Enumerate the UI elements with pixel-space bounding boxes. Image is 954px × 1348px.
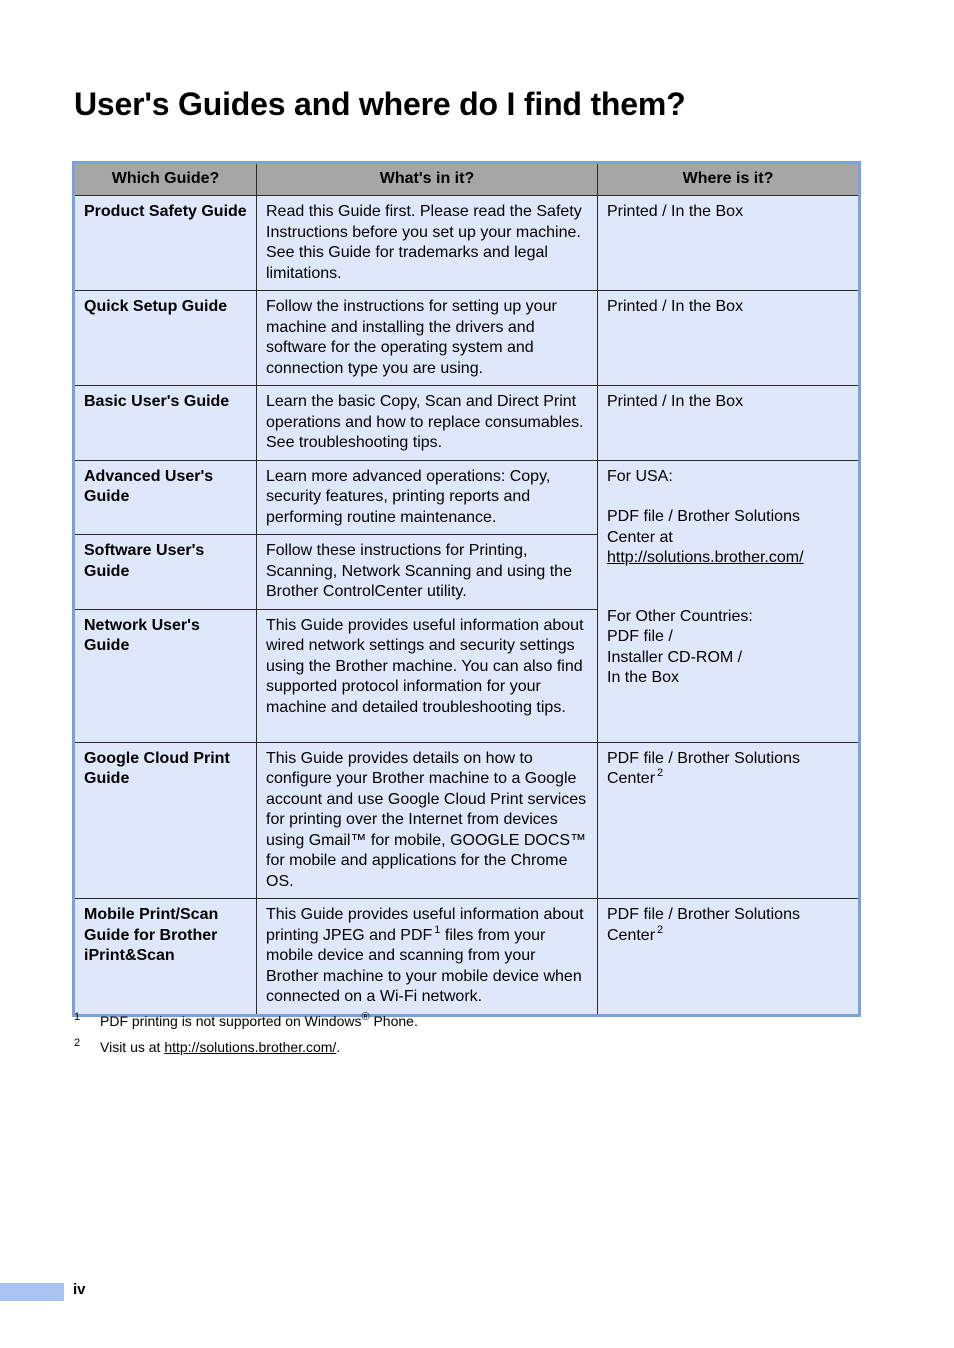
footnote-ref: 1 — [434, 923, 441, 936]
table-row — [74, 386, 860, 461]
table-row — [74, 460, 860, 535]
footnote-text: Phone. — [369, 1013, 418, 1029]
guide-description: This Guide provides details on how to configure your Brother machine to a Google account and use Google Cloud Print services for printing over the Internet from devices using Gmail™ for mobile, GOOGLE DOCS™ for mobile and applications for the Chrome OS. — [257, 742, 598, 899]
footnote — [74, 1038, 854, 1056]
page-title: User's Guides and where do I find them? — [74, 86, 686, 122]
solutions-link[interactable]: http://solutions.brother.com/ — [607, 549, 804, 566]
other-location-line: PDF file / — [607, 628, 673, 645]
other-countries-label: For Other Countries: — [607, 607, 753, 625]
guide-name: Product Safety Guide — [74, 196, 257, 291]
footnote-number: 1 — [74, 1011, 81, 1023]
footnote-text: PDF printing is not supported on Windows — [100, 1013, 362, 1029]
guides-table — [72, 161, 861, 1017]
location-text: PDF file / Brother Solutions Center — [607, 749, 800, 787]
page-number: iv — [73, 1281, 86, 1298]
footnote-text: Visit us at — [100, 1039, 165, 1055]
description-text: files from your mobile device and scanning from your Brother machine to your mobile device when connected on a Wi-Fi network. — [266, 926, 582, 1005]
table-row — [74, 291, 860, 386]
guide-location: Printed / In the Box — [598, 291, 860, 386]
guide-location — [598, 899, 860, 1016]
guide-description: Follow these instructions for Printing, Scanning, Network Scanning and using the Brother ControlCenter utility. — [257, 535, 598, 610]
guide-name: Google Cloud Print Guide — [74, 742, 257, 899]
guide-location: Printed / In the Box — [598, 196, 860, 291]
description-text: This Guide provides useful information about printing JPEG and PDF — [266, 906, 584, 944]
table-row — [74, 196, 860, 291]
table-header-row — [74, 163, 860, 196]
guide-location: Printed / In the Box — [598, 386, 860, 461]
guide-description — [257, 899, 598, 1016]
guide-name: Basic User's Guide — [74, 386, 257, 461]
column-header-where-is-it: Where is it? — [598, 163, 860, 196]
guide-name: Mobile Print/Scan Guide for Brother iPrint&Scan — [74, 899, 257, 1016]
guide-name: Advanced User's Guide — [74, 460, 257, 535]
guide-location — [598, 742, 860, 899]
table-row — [74, 899, 860, 1016]
solutions-link[interactable]: http://solutions.brother.com/ — [164, 1039, 337, 1055]
page-tab-marker — [0, 1283, 64, 1301]
column-header-which-guide: Which Guide? — [74, 163, 257, 196]
guide-name: Network User's Guide — [74, 609, 257, 742]
usa-label: For USA: — [607, 467, 673, 485]
guide-description: Learn more advanced operations: Copy, security features, printing reports and performing routine maintenance. — [257, 460, 598, 535]
registered-mark: ® — [361, 1011, 370, 1023]
guide-description: Learn the basic Copy, Scan and Direct Print operations and how to replace consumables. See troubleshooting tips. — [257, 386, 598, 461]
table-row — [74, 742, 860, 899]
other-location-line: Installer CD-ROM / — [607, 648, 743, 666]
column-header-whats-in-it: What's in it? — [257, 163, 598, 196]
other-location-line: In the Box — [607, 669, 680, 686]
usa-location-text: PDF file / Brother Solutions Center at — [607, 508, 800, 546]
guide-location-merged — [598, 460, 860, 742]
footnote — [74, 1012, 854, 1030]
guide-name: Quick Setup Guide — [74, 291, 257, 386]
guide-description: Read this Guide first. Please read the Safety Instructions before you set up your machine. See this Guide for trademarks and legal limitations. — [257, 196, 598, 291]
location-text: PDF file / Brother Solutions Center — [607, 906, 800, 944]
footnote-ref: 2 — [657, 923, 664, 936]
footnote-ref: 2 — [657, 767, 664, 779]
guide-description: This Guide provides useful information about wired network settings and security settings using the Brother machine. You can also find supported protocol information for your machine and detailed troubleshooting tips. — [257, 609, 598, 742]
guide-description: Follow the instructions for setting up your machine and installing the drivers and software for the operating system and connection type you are using. — [257, 291, 598, 386]
guide-name: Software User's Guide — [74, 535, 257, 610]
footnotes — [74, 1012, 854, 1064]
footnote-number: 2 — [74, 1037, 81, 1049]
footnote-text: . — [336, 1039, 341, 1055]
